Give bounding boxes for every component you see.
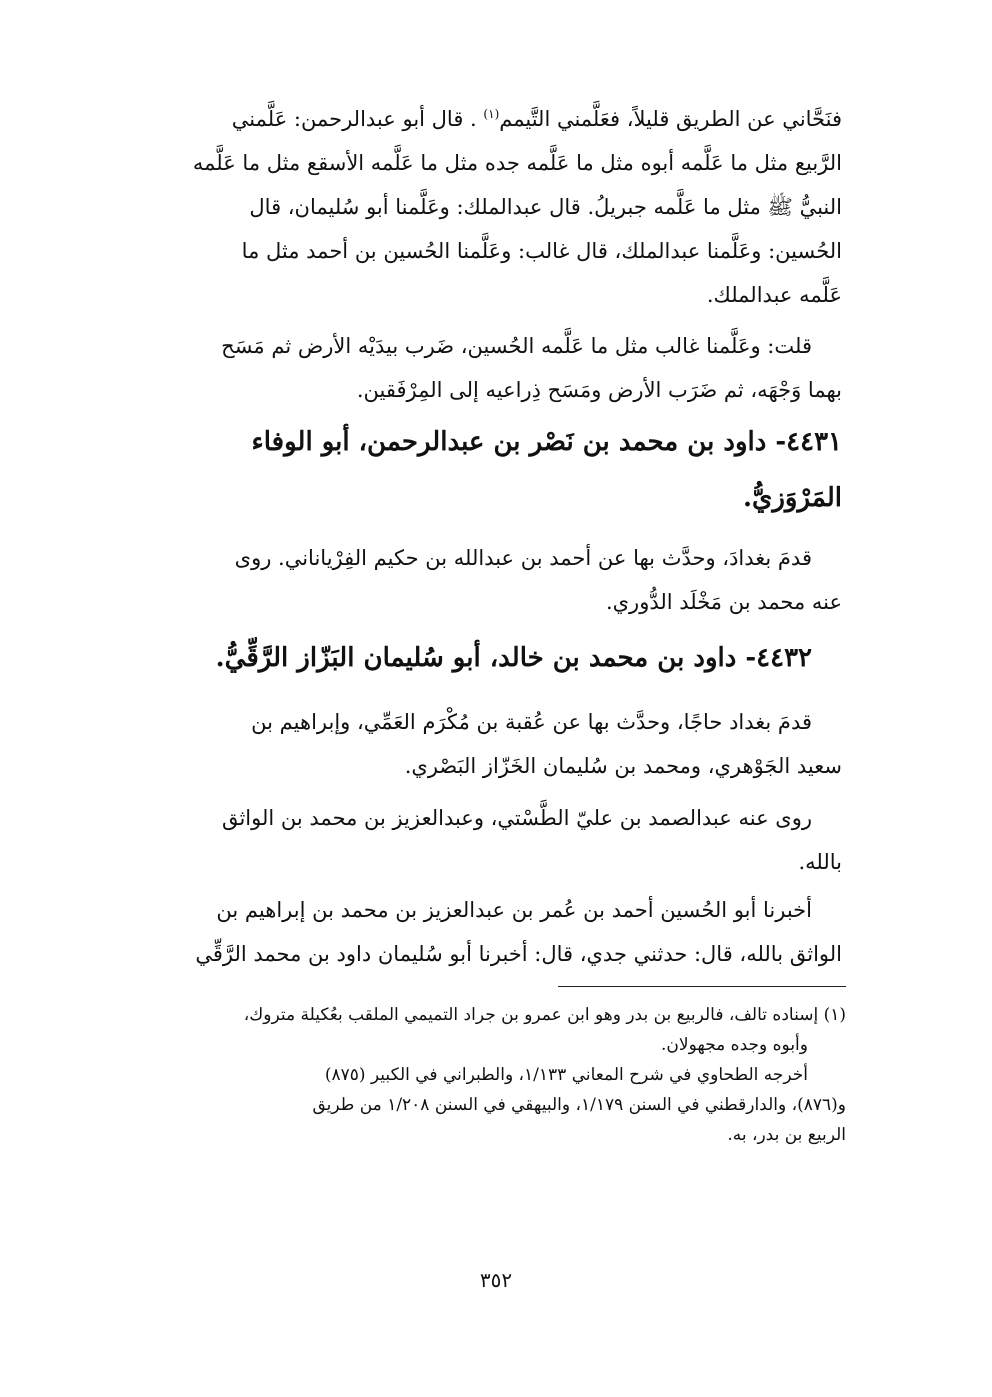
paragraph-narrators (130, 796, 842, 884)
footnote-line: و(٨٧٦)، والدارقطني في السنن ١/١٧٩، والبيهقي في السنن ١/٢٠٨ من طريق (312, 1095, 846, 1115)
paragraph-isnad (130, 888, 842, 976)
entry-title-line: ٤٤٣٢- داود بن محمد بن خالد، أبو سُليمان البَزّاز الرَّقِّيُّ. (215, 643, 812, 673)
paragraph-tayammum (130, 92, 842, 317)
text-line: بهما وَجْهَه، ثم ضَرَب الأرض ومَسَح ذِراعيه إلى المِرْفَقين. (356, 378, 842, 402)
text-line: روى عنه عبدالصمد بن عليّ الطَّسْتي، وعبدالعزيز بن محمد بن الواثق (221, 806, 812, 830)
footnote-block (130, 1000, 846, 1150)
footnote-line: الربيع بن بدر، به. (727, 1125, 846, 1145)
entry-title-line: ٤٤٣١- داود بن محمد بن نَصْر بن عبدالرحمن، أبو الوفاء (251, 427, 842, 457)
text-line: الواثق بالله، قال: حدثني جدي، قال: أخبرنا أبو سُليمان داود بن محمد الرَّقِّي (195, 942, 842, 966)
text-line: أخبرنا أبو الحُسين أحمد بن عُمر بن عبدالعزيز بن محمد بن إبراهيم بن (216, 898, 812, 922)
footnote-line: (١) إسناده تالف، فالربيع بن بدر وهو ابن عمرو بن جراد التميمي الملقب بعُكيلة متروك، (243, 1005, 846, 1025)
text-line: عَلَّمه عبدالملك. (706, 283, 842, 307)
entry-heading-4432 (130, 630, 842, 686)
entry-heading-4431 (130, 414, 842, 526)
text-line: قدمَ بغدادَ، وحدَّث بها عن أحمد بن عبدالله بن حكيم الفِرْياناني. روى (234, 546, 812, 570)
footnote-marker: (١) (483, 107, 500, 121)
text-line: قلت: وعَلَّمنا غالب مثل ما عَلَّمه الحُسين، ضَرب بيدَيْه الأرض ثم مَسَح (221, 334, 812, 358)
footnote-line: أخرجه الطحاوي في شرح المعاني ١/١٣٣، والطبراني في الكبير (٨٧٥) (324, 1065, 808, 1085)
paragraph-entry-4431-bio (130, 536, 842, 624)
text-line: الحُسين: وعَلَّمنا عبدالملك، قال غالب: وعَلَّمنا الحُسين بن أحمد مثل ما (241, 239, 842, 263)
text-segment: فنَحَّاني عن الطريق قليلاً، فعَلَّمني التَّيمم (499, 107, 842, 131)
page-number: ٣٥٢ (479, 1268, 513, 1292)
text-line: بالله. (798, 850, 842, 874)
footnote-separator (558, 986, 846, 987)
paragraph-entry-4432-bio (130, 700, 842, 788)
text-line: النبيُّ ﷺ مثل ما عَلَّمه جبريلُ. قال عبدالملك: وعَلَّمنا أبو سُليمان، قال (249, 195, 842, 219)
paragraph-qult (130, 324, 842, 412)
text-line: الرَّبيع مثل ما عَلَّمه أبوه مثل ما عَلَّمه جده مثل ما عَلَّمه الأسقع مثل ما عَلَّمه (192, 151, 842, 175)
footnote-line: وأبوه وجده مجهولان. (661, 1035, 808, 1055)
text-line: قدمَ بغداد حاجًا، وحدَّث بها عن عُقبة بن مُكْرَم العَمِّي، وإبراهيم بن (251, 710, 812, 734)
text-line: عنه محمد بن مَخْلَد الدُّوري. (605, 590, 842, 614)
text-segment: . قال أبو عبدالرحمن: عَلَّمني (231, 107, 477, 131)
entry-title-line: المَرْوَزيُّ. (742, 483, 842, 513)
text-line (130, 92, 842, 141)
text-line: سعيد الجَوْهري، ومحمد بن سُليمان الخَزّاز البَصْري. (404, 754, 842, 778)
